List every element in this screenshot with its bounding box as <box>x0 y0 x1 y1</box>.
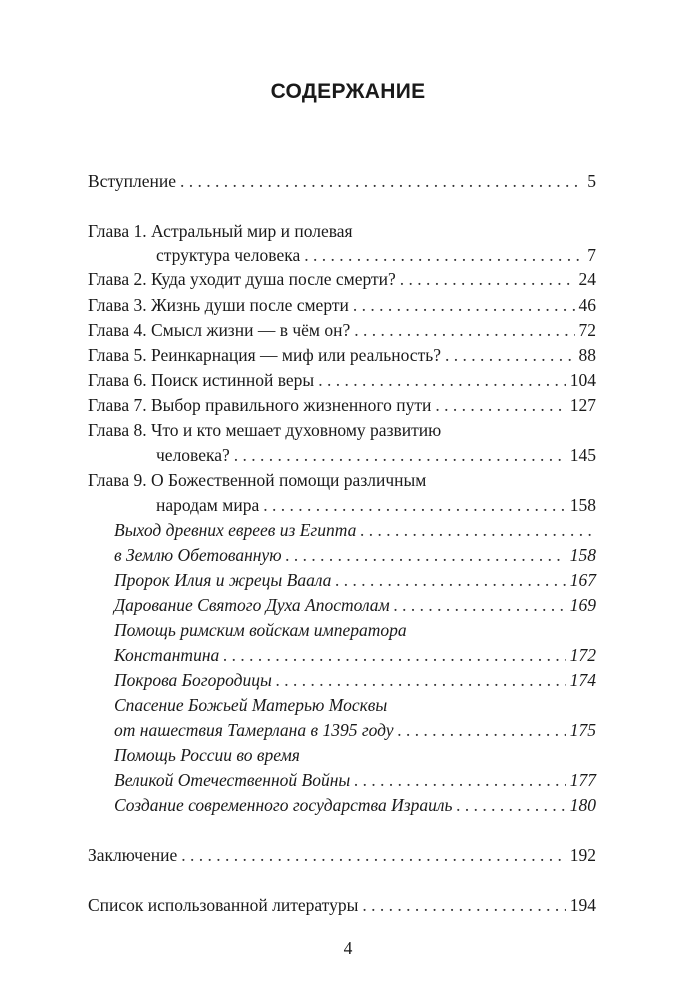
toc-entry <box>88 218 596 244</box>
toc-entry <box>88 292 596 318</box>
toc-entry-page: 127 <box>569 395 596 415</box>
toc-entry-text: Вступление <box>88 171 176 191</box>
toc-entry <box>88 168 596 194</box>
dot-leader <box>394 592 566 618</box>
dot-leader <box>276 667 566 693</box>
toc-entry <box>88 892 596 918</box>
toc-entry-text: структура человека <box>156 245 301 265</box>
toc-entry-text: Великой Отечественной Войны <box>114 770 351 790</box>
toc-entry-page: 194 <box>569 895 596 915</box>
toc-subentry <box>114 517 596 543</box>
dot-leader <box>353 292 575 318</box>
toc-entry-text: Глава 2. Куда уходит душа после смерти? <box>88 269 396 289</box>
toc-entry-page: 169 <box>569 595 596 615</box>
toc-entry-page: 145 <box>569 445 596 465</box>
toc-entry-page: 24 <box>578 269 596 289</box>
toc-subentry <box>114 667 596 693</box>
dot-leader <box>362 892 565 918</box>
page-title: СОДЕРЖАНИЕ <box>270 80 426 103</box>
toc-entry <box>156 242 596 268</box>
toc-entry-page: 177 <box>569 770 596 790</box>
toc-entry-page: 172 <box>569 645 596 665</box>
toc-entry-page: 192 <box>569 845 596 865</box>
toc-subentry <box>114 792 596 818</box>
toc-entry-page: 5 <box>587 171 596 191</box>
dot-leader <box>234 442 566 468</box>
toc-entry-text: Глава 6. Поиск истинной веры <box>88 370 315 390</box>
toc-entry-text: Список использованной литературы <box>88 895 359 915</box>
toc-subentry <box>114 692 596 718</box>
toc-entry-page: 174 <box>569 670 596 690</box>
toc-subentry <box>114 567 596 593</box>
toc-entry <box>156 442 596 468</box>
toc-entry-text: Глава 1. Астральный мир и полевая <box>88 221 353 241</box>
toc-entry <box>156 492 596 518</box>
toc-entry <box>88 392 596 418</box>
toc-entry-page: 167 <box>569 570 596 590</box>
toc-entry-text: Помощь России во время <box>114 745 300 765</box>
toc-entry-text: Глава 7. Выбор правильного жизненного пути <box>88 395 432 415</box>
toc-entry <box>88 317 596 343</box>
toc-subentry <box>114 717 596 743</box>
toc-entry-page: 88 <box>578 345 596 365</box>
toc-entry-page: 180 <box>569 795 596 815</box>
toc-entry-text: Пророк Илия и жрецы Ваала <box>114 570 332 590</box>
toc-entry-text: Глава 4. Смысл жизни — в чём он? <box>88 320 351 340</box>
dot-leader <box>360 517 592 543</box>
toc-subentry <box>114 617 596 643</box>
toc-subentry <box>114 742 596 768</box>
dot-leader <box>286 542 566 568</box>
toc-entry-text: от нашествия Тамерлана в 1395 году <box>114 720 394 740</box>
toc-entry-page: 7 <box>587 245 596 265</box>
toc-entry-text: Спасение Божьей Матерью Москвы <box>114 695 388 715</box>
dot-leader <box>354 317 574 343</box>
toc-entry <box>88 417 596 443</box>
dot-leader <box>263 492 566 518</box>
toc-entry-page: 46 <box>578 295 596 315</box>
toc-entry-text: Покрова Богородицы <box>114 670 272 690</box>
dot-leader <box>354 767 566 793</box>
dot-leader <box>445 342 575 368</box>
toc-entry-text: Глава 9. О Божественной помощи различным <box>88 470 427 490</box>
toc-entry-text: Помощь римским войскам императора <box>114 620 407 640</box>
dot-leader <box>180 168 583 194</box>
toc-entry-page: 158 <box>569 495 596 515</box>
dot-leader <box>318 367 566 393</box>
toc-entry-text: в Землю Обетованную <box>114 545 282 565</box>
toc-entry-page: 72 <box>578 320 596 340</box>
toc-entry <box>88 367 596 393</box>
dot-leader <box>223 642 565 668</box>
toc-subentry <box>114 642 596 668</box>
dot-leader <box>181 842 566 868</box>
toc-entry-text: Глава 3. Жизнь души после смерти <box>88 295 349 315</box>
toc-entry-text: Выход древних евреев из Египта <box>114 520 357 540</box>
toc-subentry <box>114 592 596 618</box>
toc-entry-text: народам мира <box>156 495 260 515</box>
toc-entry-text: человека? <box>156 445 230 465</box>
toc-entry-text: Глава 8. Что и кто мешает духовному развитию <box>88 420 442 440</box>
toc-entry-text: Константина <box>114 645 220 665</box>
toc-entry <box>88 342 596 368</box>
page-number: 4 <box>343 938 353 958</box>
dot-leader <box>335 567 565 593</box>
toc-entry-text: Дарование Святого Духа Апостолам <box>114 595 390 615</box>
toc-entry-page: 158 <box>569 545 596 565</box>
toc-entry <box>88 842 596 868</box>
toc-subentry <box>114 542 596 568</box>
toc-entry-text: Глава 5. Реинкарнация — миф или реальность? <box>88 345 441 365</box>
toc-entry-text: Заключение <box>88 845 178 865</box>
toc-entry <box>88 266 596 292</box>
toc-entry <box>88 467 596 493</box>
toc-entry-page: 104 <box>569 370 596 390</box>
dot-leader <box>398 717 566 743</box>
toc-entry-page: 175 <box>569 720 596 740</box>
dot-leader <box>304 242 583 268</box>
dot-leader <box>456 792 565 818</box>
toc-entry-text: Создание современного государства Израиль <box>114 795 453 815</box>
toc-subentry <box>114 767 596 793</box>
dot-leader <box>435 392 565 418</box>
dot-leader <box>400 266 575 292</box>
